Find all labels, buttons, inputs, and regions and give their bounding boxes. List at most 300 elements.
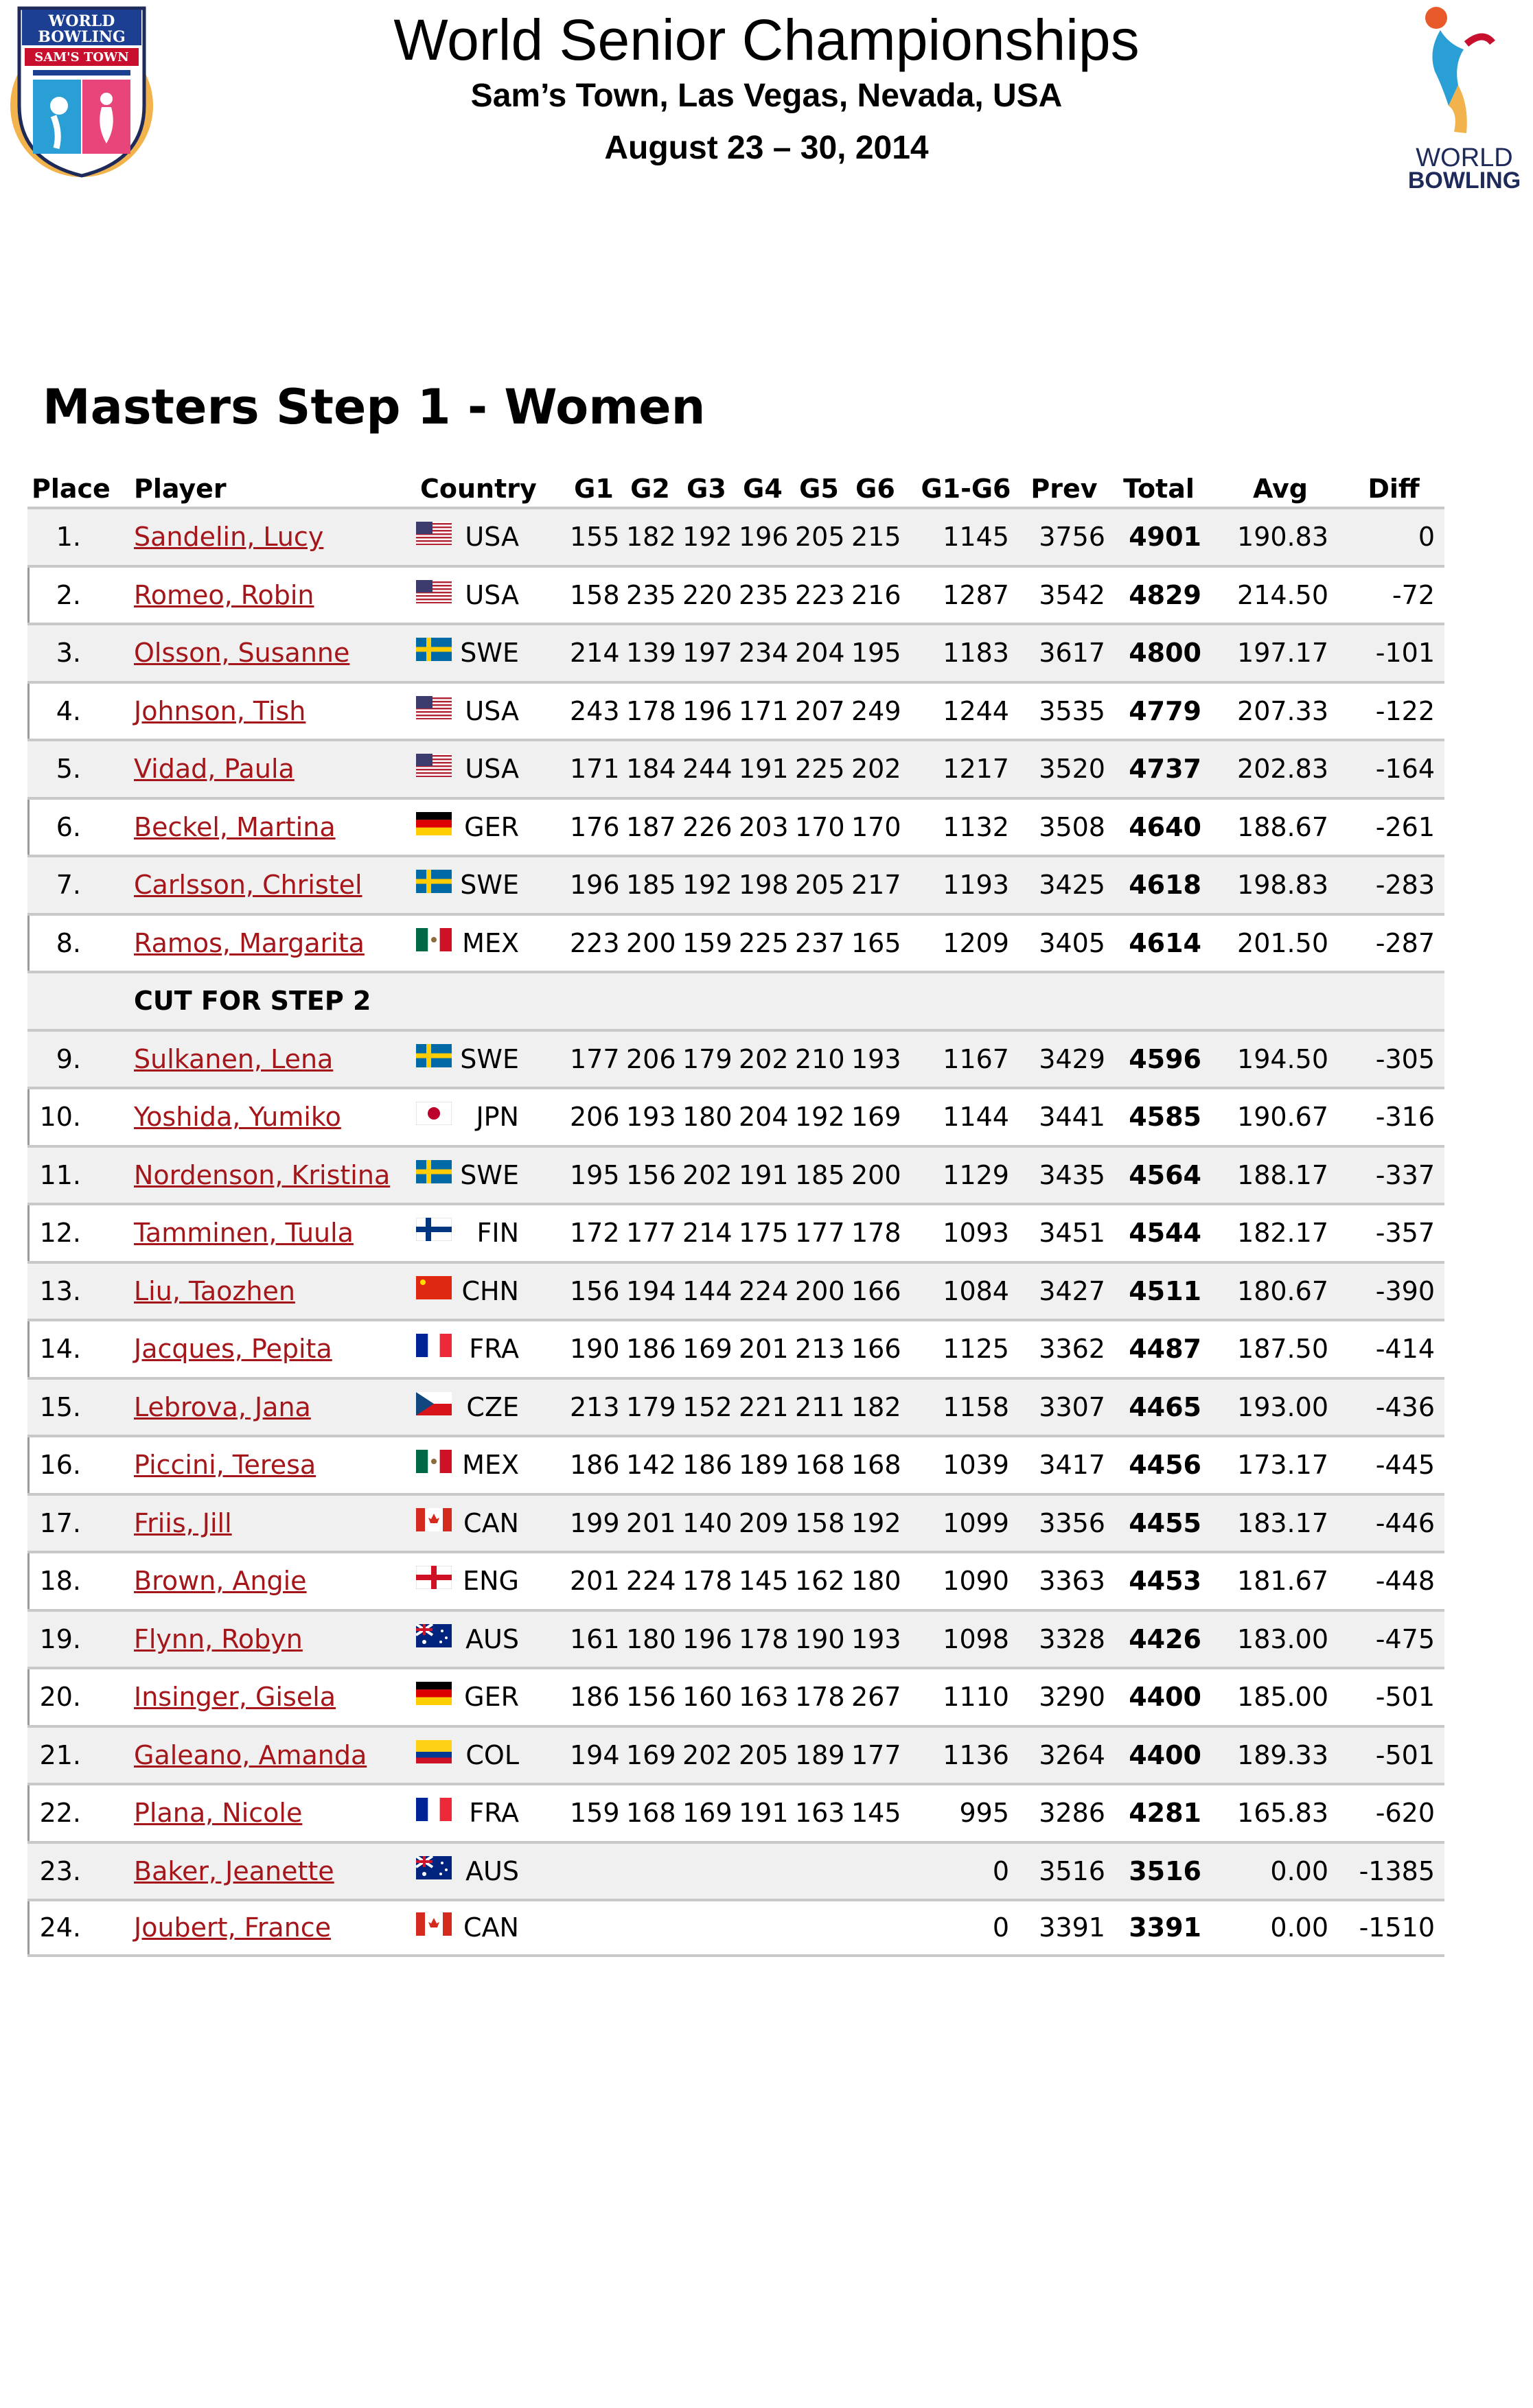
- game-4-cell: 191: [739, 1798, 789, 1829]
- diff-cell: -283: [1375, 870, 1435, 901]
- country-cell: MEX: [462, 927, 519, 958]
- total-cell: 4281: [1129, 1798, 1201, 1829]
- game-1-cell: 223: [570, 927, 620, 958]
- total-cell: 4640: [1129, 811, 1201, 842]
- diff-cell: -448: [1375, 1566, 1435, 1597]
- game-3-cell: 226: [682, 811, 733, 842]
- game-3-cell: 180: [682, 1102, 733, 1133]
- total-cell: 4779: [1129, 695, 1201, 726]
- sams-town-logo: [5, 3, 158, 183]
- game-4-cell: 178: [739, 1623, 789, 1654]
- diff-cell: -1385: [1359, 1855, 1435, 1886]
- game-2-cell: 235: [626, 579, 676, 610]
- total-cell: 4426: [1129, 1623, 1201, 1654]
- total-cell: 3391: [1129, 1912, 1201, 1943]
- diff-cell: -122: [1375, 695, 1435, 726]
- player-cell: [134, 522, 323, 552]
- cut-label: CUT FOR STEP 2: [134, 986, 371, 1017]
- header-g3: G3: [687, 474, 726, 504]
- avg-cell: 185.00: [1237, 1682, 1328, 1713]
- player-link[interactable]: Vidad, Paula: [134, 754, 295, 785]
- game-1-cell: 177: [570, 1043, 620, 1074]
- game-3-cell: 244: [682, 754, 733, 785]
- results-table: [27, 471, 1444, 1957]
- total-cell: 4487: [1129, 1334, 1201, 1365]
- game-5-cell: 168: [795, 1450, 845, 1481]
- game-2-cell: 186: [626, 1334, 676, 1365]
- avg-cell: 183.17: [1237, 1507, 1328, 1538]
- place-cell: 2.: [56, 579, 81, 610]
- player-link[interactable]: Plana, Nicole: [134, 1798, 303, 1829]
- game-6-cell: 168: [851, 1450, 901, 1481]
- total-cell: 4465: [1129, 1391, 1201, 1422]
- game-1-cell: 171: [570, 754, 620, 785]
- game-2-cell: 206: [626, 1043, 676, 1074]
- prev-cell: 3328: [1039, 1623, 1105, 1654]
- table-row: [27, 1667, 1444, 1725]
- avg-cell: 198.83: [1237, 870, 1328, 901]
- game-5-cell: 190: [795, 1623, 845, 1654]
- avg-cell: 197.17: [1237, 638, 1328, 669]
- player-cell: [134, 1392, 311, 1422]
- game-3-cell: 144: [682, 1275, 733, 1306]
- game-4-cell: 175: [739, 1218, 789, 1249]
- g1-g6-cell: 0: [992, 1855, 1009, 1886]
- place-cell: 13.: [39, 1275, 81, 1306]
- prev-cell: 3425: [1039, 870, 1105, 901]
- avg-cell: 194.50: [1237, 1043, 1328, 1074]
- game-1-cell: 243: [570, 695, 620, 726]
- prev-cell: 3427: [1039, 1275, 1105, 1306]
- game-4-cell: 189: [739, 1450, 789, 1481]
- diff-cell: -287: [1375, 927, 1435, 958]
- game-6-cell: 177: [851, 1739, 901, 1770]
- table-row: [27, 1609, 1444, 1667]
- game-4-cell: 224: [739, 1275, 789, 1306]
- table-row: [27, 913, 1444, 971]
- total-cell: 4400: [1129, 1682, 1201, 1713]
- player-link[interactable]: Brown, Angie: [134, 1566, 307, 1597]
- player-link[interactable]: Insinger, Gisela: [134, 1682, 336, 1713]
- player-cell: [134, 754, 295, 784]
- total-cell: 4737: [1129, 754, 1201, 785]
- player-link[interactable]: Johnson, Tish: [134, 695, 306, 726]
- country-cell: MEX: [462, 1450, 519, 1481]
- game-4-cell: 145: [739, 1566, 789, 1597]
- country-cell: USA: [465, 579, 519, 610]
- game-5-cell: 225: [795, 754, 845, 785]
- country-cell: FRA: [469, 1798, 519, 1829]
- country-cell: AUS: [465, 1855, 519, 1886]
- svg-text:WORLD: WORLD: [48, 12, 115, 30]
- total-cell: 4511: [1129, 1275, 1201, 1306]
- avg-cell: 188.17: [1237, 1159, 1328, 1190]
- game-1-cell: 172: [570, 1218, 620, 1249]
- header-diff: Diff: [1368, 474, 1420, 504]
- place-cell: 11.: [39, 1159, 81, 1190]
- diff-cell: -501: [1375, 1739, 1435, 1770]
- game-4-cell: 196: [739, 522, 789, 553]
- game-5-cell: 210: [795, 1043, 845, 1074]
- game-6-cell: 169: [851, 1102, 901, 1133]
- game-1-cell: 186: [570, 1682, 620, 1713]
- diff-cell: -164: [1375, 754, 1435, 785]
- g1-g6-cell: 1090: [943, 1566, 1009, 1597]
- country-cell: GER: [464, 811, 519, 842]
- player-link[interactable]: Liu, Taozhen: [134, 1275, 295, 1306]
- total-cell: 4400: [1129, 1739, 1201, 1770]
- header-g1-g6: G1-G6: [921, 474, 1011, 504]
- player-link[interactable]: Piccini, Teresa: [134, 1450, 316, 1481]
- game-2-cell: 156: [626, 1682, 676, 1713]
- player-cell: [134, 580, 314, 610]
- diff-cell: -445: [1375, 1450, 1435, 1481]
- header-g1: G1: [574, 474, 614, 504]
- total-cell: 4829: [1129, 579, 1201, 610]
- prev-cell: 3264: [1039, 1739, 1105, 1770]
- place-cell: 17.: [39, 1507, 81, 1538]
- world-bowling-logo-line2: BOWLING: [1407, 167, 1521, 192]
- game-6-cell: 192: [851, 1507, 901, 1538]
- prev-cell: 3451: [1039, 1218, 1105, 1249]
- place-cell: 7.: [56, 870, 81, 901]
- diff-cell: -72: [1392, 579, 1435, 610]
- player-cell: [134, 1218, 354, 1248]
- header-g6: G6: [855, 474, 895, 504]
- player-link[interactable]: Friis, Jill: [134, 1507, 232, 1538]
- prev-cell: 3441: [1039, 1102, 1105, 1133]
- g1-g6-cell: 1244: [943, 695, 1009, 726]
- avg-cell: 189.33: [1237, 1739, 1328, 1770]
- country-cell: ENG: [463, 1566, 519, 1597]
- player-link[interactable]: Olsson, Susanne: [134, 638, 350, 669]
- game-6-cell: 193: [851, 1623, 901, 1654]
- game-4-cell: 202: [739, 1043, 789, 1074]
- game-5-cell: 207: [795, 695, 845, 726]
- game-3-cell: 214: [682, 1218, 733, 1249]
- player-cell: [134, 1334, 332, 1364]
- diff-cell: -475: [1375, 1623, 1435, 1654]
- game-3-cell: 159: [682, 927, 733, 958]
- player-link[interactable]: Sulkanen, Lena: [134, 1043, 334, 1074]
- g1-g6-cell: 1136: [943, 1739, 1009, 1770]
- place-cell: 18.: [39, 1566, 81, 1597]
- game-3-cell: 140: [682, 1507, 733, 1538]
- table-row: [27, 1145, 1444, 1203]
- table-row: [27, 565, 1444, 623]
- game-2-cell: 180: [626, 1623, 676, 1654]
- header-avg: Avg: [1252, 474, 1309, 504]
- venue-subtitle: Sam’s Town, Las Vegas, Nevada, USA: [470, 78, 1063, 114]
- g1-g6-cell: 1144: [943, 1102, 1009, 1133]
- game-5-cell: 162: [795, 1566, 845, 1597]
- game-2-cell: 193: [626, 1102, 676, 1133]
- game-6-cell: 216: [851, 579, 901, 610]
- player-link[interactable]: Flynn, Robyn: [134, 1623, 303, 1654]
- diff-cell: -414: [1375, 1334, 1435, 1365]
- prev-cell: 3363: [1039, 1566, 1105, 1597]
- game-4-cell: 235: [739, 579, 789, 610]
- diff-cell: -316: [1375, 1102, 1435, 1133]
- game-1-cell: 214: [570, 638, 620, 669]
- country-cell: CZE: [466, 1391, 519, 1422]
- header-player: Player: [134, 474, 227, 504]
- game-6-cell: 170: [851, 811, 901, 842]
- g1-g6-cell: 1217: [943, 754, 1009, 785]
- game-1-cell: 155: [570, 522, 620, 553]
- player-link[interactable]: Joubert, France: [134, 1912, 332, 1943]
- player-link[interactable]: Baker, Jeanette: [134, 1855, 334, 1886]
- table-header: [27, 471, 1444, 507]
- player-cell: [134, 1276, 295, 1306]
- game-2-cell: 194: [626, 1275, 676, 1306]
- prev-cell: 3756: [1039, 522, 1105, 553]
- prev-cell: 3286: [1039, 1798, 1105, 1829]
- game-5-cell: 185: [795, 1159, 845, 1190]
- section-title: Masters Step 1 - Women: [43, 379, 706, 435]
- page-title: World Senior Championships: [393, 8, 1140, 72]
- player-link[interactable]: Romeo, Robin: [134, 579, 314, 610]
- place-cell: 1.: [56, 522, 81, 553]
- game-6-cell: 200: [851, 1159, 901, 1190]
- game-6-cell: 145: [851, 1798, 901, 1829]
- player-link[interactable]: Yoshida, Yumiko: [134, 1102, 341, 1133]
- game-5-cell: 223: [795, 579, 845, 610]
- country-cell: FIN: [476, 1218, 519, 1249]
- game-1-cell: 176: [570, 811, 620, 842]
- game-2-cell: 201: [626, 1507, 676, 1538]
- player-link[interactable]: Sandelin, Lucy: [134, 522, 324, 553]
- player-link[interactable]: Beckel, Martina: [134, 811, 336, 842]
- place-cell: 15.: [39, 1391, 81, 1422]
- player-cell: [134, 638, 349, 668]
- table-row: [27, 855, 1444, 913]
- place-cell: 5.: [56, 754, 81, 785]
- game-2-cell: 182: [626, 522, 676, 553]
- avg-cell: 201.50: [1237, 927, 1328, 958]
- game-3-cell: 196: [682, 695, 733, 726]
- world-bowling-logo: [1401, 3, 1528, 192]
- player-cell: [134, 870, 362, 900]
- game-5-cell: 211: [795, 1391, 845, 1422]
- g1-g6-cell: 1125: [943, 1334, 1009, 1365]
- player-link[interactable]: Jacques, Pepita: [134, 1334, 332, 1365]
- place-cell: 9.: [56, 1043, 81, 1074]
- country-cell: SWE: [460, 870, 519, 901]
- total-cell: 4596: [1129, 1043, 1201, 1074]
- game-3-cell: 197: [682, 638, 733, 669]
- game-2-cell: 178: [626, 695, 676, 726]
- place-cell: 23.: [39, 1855, 81, 1886]
- player-link[interactable]: Galeano, Amanda: [134, 1739, 367, 1770]
- table-row: [27, 681, 1444, 739]
- game-6-cell: 217: [851, 870, 901, 901]
- g1-g6-cell: 0: [992, 1912, 1009, 1943]
- header-total: Total: [1123, 474, 1195, 504]
- total-cell: 4456: [1129, 1450, 1201, 1481]
- total-cell: 3516: [1129, 1855, 1201, 1886]
- place-cell: 4.: [56, 695, 81, 726]
- game-4-cell: 191: [739, 754, 789, 785]
- game-1-cell: 186: [570, 1450, 620, 1481]
- table-row: [27, 1029, 1444, 1087]
- game-2-cell: 179: [626, 1391, 676, 1422]
- avg-cell: 193.00: [1237, 1391, 1328, 1422]
- diff-cell: -446: [1375, 1507, 1435, 1538]
- game-4-cell: 203: [739, 811, 789, 842]
- game-6-cell: 215: [851, 522, 901, 553]
- prev-cell: 3391: [1039, 1912, 1105, 1943]
- game-4-cell: 191: [739, 1159, 789, 1190]
- header-g4: G4: [743, 474, 783, 504]
- game-6-cell: 178: [851, 1218, 901, 1249]
- game-5-cell: 163: [795, 1798, 845, 1829]
- place-cell: 21.: [39, 1739, 81, 1770]
- player-link[interactable]: Nordenson, Kristina: [134, 1159, 391, 1190]
- prev-cell: 3429: [1039, 1043, 1105, 1074]
- player-cell: [134, 1160, 390, 1190]
- player-cell: [134, 1682, 336, 1712]
- prev-cell: 3508: [1039, 811, 1105, 842]
- country-cell: CAN: [463, 1507, 519, 1538]
- player-cell: [134, 1508, 232, 1538]
- g1-g6-cell: 1145: [943, 522, 1009, 553]
- g1-g6-cell: 1193: [943, 870, 1009, 901]
- game-1-cell: 190: [570, 1334, 620, 1365]
- player-link[interactable]: Carlsson, Christel: [134, 870, 362, 901]
- header-g2: G2: [630, 474, 670, 504]
- game-5-cell: 200: [795, 1275, 845, 1306]
- game-1-cell: 195: [570, 1159, 620, 1190]
- country-cell: JPN: [476, 1102, 519, 1133]
- total-cell: 4544: [1129, 1218, 1201, 1249]
- game-1-cell: 196: [570, 870, 620, 901]
- game-4-cell: 198: [739, 870, 789, 901]
- game-2-cell: 187: [626, 811, 676, 842]
- game-1-cell: 159: [570, 1798, 620, 1829]
- diff-cell: -305: [1375, 1043, 1435, 1074]
- player-cell: [134, 1102, 341, 1132]
- game-3-cell: 186: [682, 1450, 733, 1481]
- prev-cell: 3617: [1039, 638, 1105, 669]
- g1-g6-cell: 995: [959, 1798, 1009, 1829]
- game-2-cell: 169: [626, 1739, 676, 1770]
- country-cell: CHN: [461, 1275, 519, 1306]
- game-1-cell: 201: [570, 1566, 620, 1597]
- game-3-cell: 202: [682, 1739, 733, 1770]
- game-6-cell: 202: [851, 754, 901, 785]
- prev-cell: 3520: [1039, 754, 1105, 785]
- table-row: [27, 623, 1444, 681]
- table-row: [27, 1493, 1444, 1551]
- total-cell: 4618: [1129, 870, 1201, 901]
- g1-g6-cell: 1099: [943, 1507, 1009, 1538]
- game-5-cell: 205: [795, 522, 845, 553]
- country-cell: SWE: [460, 1043, 519, 1074]
- game-5-cell: 177: [795, 1218, 845, 1249]
- country-cell: SWE: [460, 638, 519, 669]
- game-2-cell: 224: [626, 1566, 676, 1597]
- diff-cell: -390: [1375, 1275, 1435, 1306]
- total-cell: 4800: [1129, 638, 1201, 669]
- game-5-cell: 170: [795, 811, 845, 842]
- g1-g6-cell: 1183: [943, 638, 1009, 669]
- country-cell: USA: [465, 754, 519, 785]
- game-5-cell: 204: [795, 638, 845, 669]
- avg-cell: 190.83: [1237, 522, 1328, 553]
- g1-g6-cell: 1093: [943, 1218, 1009, 1249]
- game-4-cell: 201: [739, 1334, 789, 1365]
- game-4-cell: 163: [739, 1682, 789, 1713]
- prev-cell: 3290: [1039, 1682, 1105, 1713]
- game-3-cell: 196: [682, 1623, 733, 1654]
- player-cell: [134, 928, 365, 958]
- player-cell: [134, 1798, 302, 1828]
- table-row: [27, 1725, 1444, 1783]
- player-link[interactable]: Lebrova, Jana: [134, 1391, 311, 1422]
- place-cell: 16.: [39, 1450, 81, 1481]
- table-row: [27, 1261, 1444, 1319]
- player-link[interactable]: Ramos, Margarita: [134, 927, 365, 958]
- table-row: [27, 1783, 1444, 1841]
- game-2-cell: 139: [626, 638, 676, 669]
- game-4-cell: 204: [739, 1102, 789, 1133]
- game-3-cell: 178: [682, 1566, 733, 1597]
- place-cell: 22.: [39, 1798, 81, 1829]
- player-cell: [134, 696, 306, 726]
- prev-cell: 3362: [1039, 1334, 1105, 1365]
- g1-g6-cell: 1158: [943, 1391, 1009, 1422]
- g1-g6-cell: 1209: [943, 927, 1009, 958]
- game-2-cell: 200: [626, 927, 676, 958]
- game-4-cell: 205: [739, 1739, 789, 1770]
- table-row: [27, 1087, 1444, 1145]
- avg-cell: 0.00: [1270, 1855, 1328, 1886]
- game-3-cell: 179: [682, 1043, 733, 1074]
- table-row: [27, 1319, 1444, 1377]
- header-prev: Prev: [1030, 474, 1098, 504]
- g1-g6-cell: 1132: [943, 811, 1009, 842]
- country-cell: COL: [465, 1739, 519, 1770]
- header-country: Country: [420, 474, 537, 504]
- g1-g6-cell: 1084: [943, 1275, 1009, 1306]
- avg-cell: 187.50: [1237, 1334, 1328, 1365]
- game-6-cell: 180: [851, 1566, 901, 1597]
- game-5-cell: 178: [795, 1682, 845, 1713]
- game-4-cell: 234: [739, 638, 789, 669]
- game-3-cell: 169: [682, 1798, 733, 1829]
- place-cell: 19.: [39, 1623, 81, 1654]
- cut-line-row: [27, 971, 1444, 1029]
- place-cell: 8.: [56, 927, 81, 958]
- player-cell: [134, 1912, 331, 1943]
- game-3-cell: 202: [682, 1159, 733, 1190]
- table-row: [27, 1435, 1444, 1493]
- game-6-cell: 267: [851, 1682, 901, 1713]
- game-5-cell: 213: [795, 1334, 845, 1365]
- total-cell: 4453: [1129, 1566, 1201, 1597]
- prev-cell: 3542: [1039, 579, 1105, 610]
- avg-cell: 214.50: [1237, 579, 1328, 610]
- player-link[interactable]: Tamminen, Tuula: [134, 1218, 354, 1249]
- diff-cell: -436: [1375, 1391, 1435, 1422]
- g1-g6-cell: 1098: [943, 1623, 1009, 1654]
- avg-cell: 173.17: [1237, 1450, 1328, 1481]
- player-cell: [134, 812, 336, 842]
- table-row: [27, 1377, 1444, 1435]
- game-6-cell: 249: [851, 695, 901, 726]
- avg-cell: 188.67: [1237, 811, 1328, 842]
